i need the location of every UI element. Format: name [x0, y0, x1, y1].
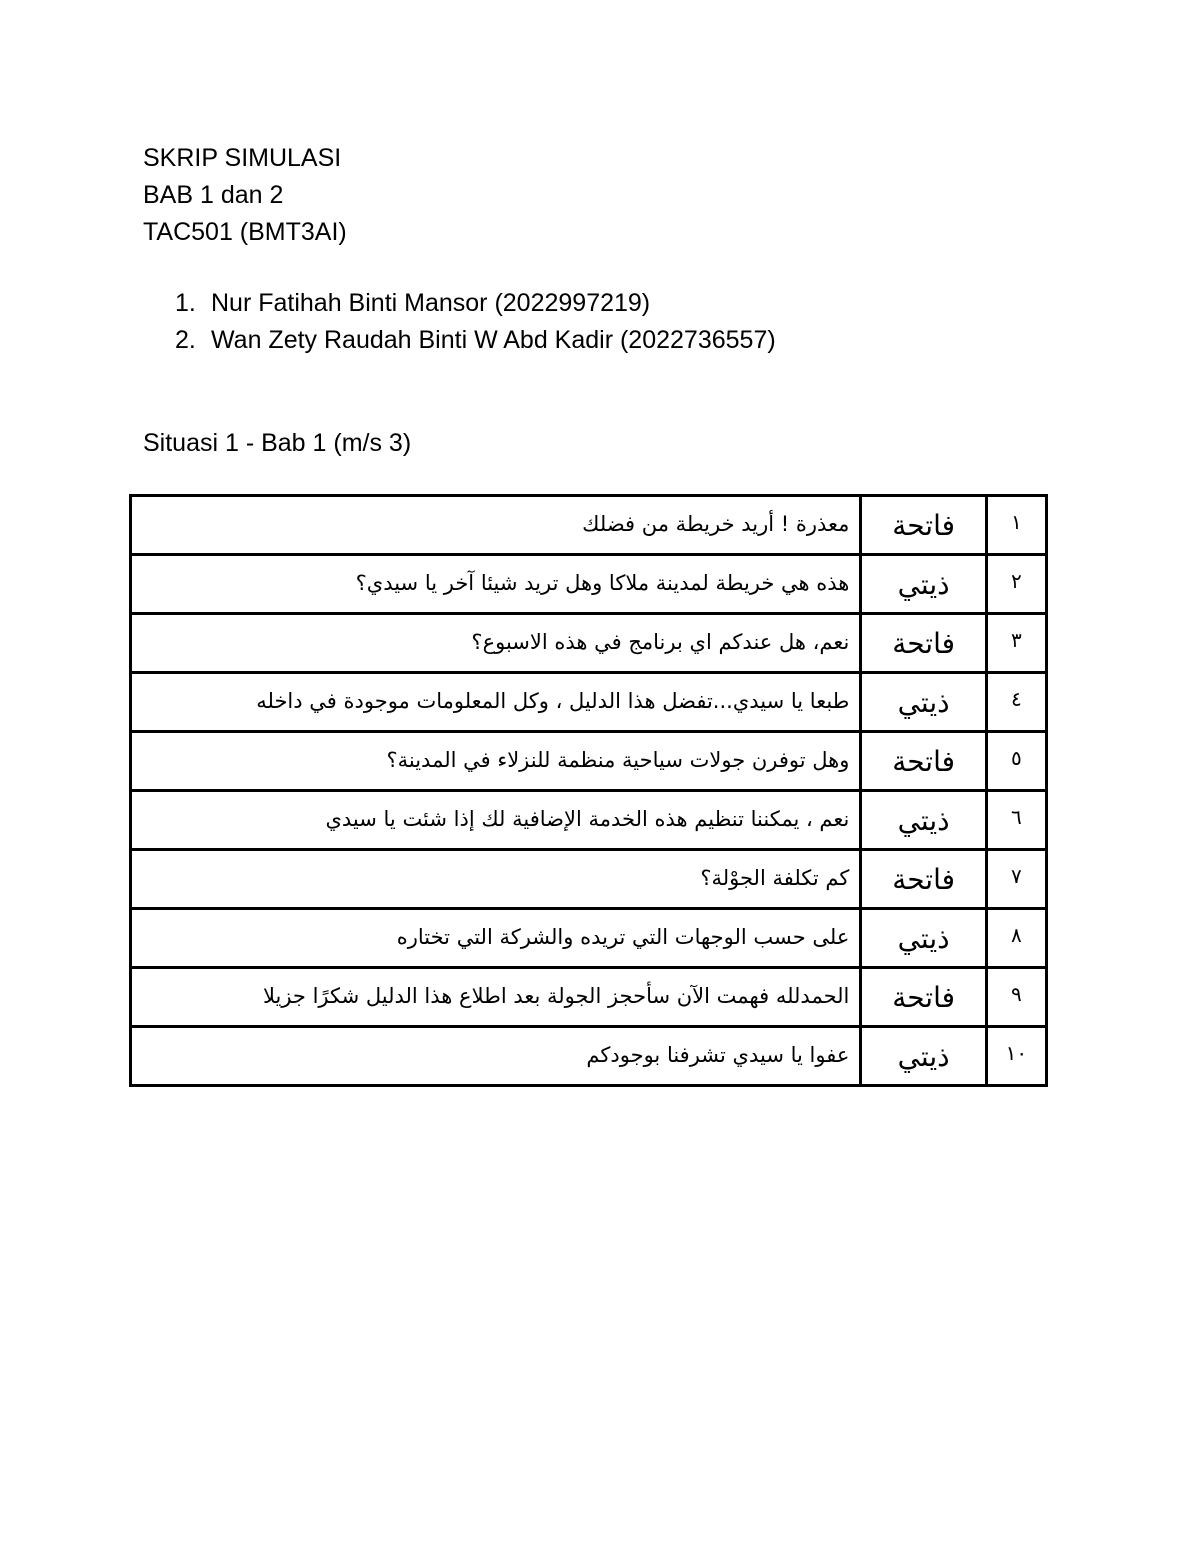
document-title: SKRIP SIMULASI — [143, 144, 342, 172]
speaker-cell — [861, 968, 986, 1027]
number-cell — [986, 791, 1046, 850]
line-number: ٧ — [1011, 864, 1022, 888]
line-number: ٩ — [1011, 982, 1022, 1006]
member-name: Nur Fatihah Binti Mansor (2022997219) — [211, 289, 651, 317]
situation-heading: Situasi 1 - Bab 1 (m/s 3) — [143, 429, 412, 457]
table-row — [131, 614, 1047, 673]
number-cell — [986, 850, 1046, 909]
line-number: ٨ — [1011, 923, 1022, 947]
speaker-name: فاتحة — [892, 509, 955, 542]
speaker-cell — [861, 614, 986, 673]
speaker-name: ذيتي — [897, 686, 950, 719]
speaker-cell — [861, 496, 986, 555]
speaker-cell — [861, 1027, 986, 1086]
line-number: ٣ — [1011, 628, 1022, 652]
table-row — [131, 555, 1047, 614]
number-cell — [986, 555, 1046, 614]
number-cell — [986, 968, 1046, 1027]
table-row — [131, 850, 1047, 909]
speaker-name: فاتحة — [892, 745, 955, 778]
number-cell — [986, 909, 1046, 968]
number-cell — [986, 732, 1046, 791]
line-number: ٢ — [1011, 569, 1022, 593]
dialog-text-cell — [131, 614, 861, 673]
speaker-cell — [861, 555, 986, 614]
speaker-cell — [861, 909, 986, 968]
speaker-name: فاتحة — [892, 863, 955, 896]
speaker-name: ذيتي — [897, 568, 950, 601]
dialog-line: على حسب الوجهات التي تريده والشركة التي تختاره — [396, 925, 850, 949]
dialog-text-cell — [131, 850, 861, 909]
speaker-name: فاتحة — [892, 981, 955, 1014]
member-number: 1. — [175, 289, 196, 317]
dialog-table — [129, 494, 1048, 1087]
line-number: ٥ — [1011, 746, 1022, 770]
speaker-cell — [861, 673, 986, 732]
course-code-line: TAC501 (BMT3AI) — [143, 218, 347, 246]
speaker-name: ذيتي — [897, 1040, 950, 1073]
line-number: ٤ — [1011, 687, 1022, 711]
member-item — [175, 325, 776, 362]
table-row — [131, 791, 1047, 850]
dialog-line: كم تكلفة الجوْلة؟ — [700, 866, 850, 890]
speaker-cell — [861, 850, 986, 909]
table-row — [131, 909, 1047, 968]
line-number: ٦ — [1011, 805, 1022, 829]
line-number: ١ — [1011, 510, 1022, 534]
speaker-name: ذيتي — [897, 922, 950, 955]
dialog-line: وهل توفرن جولات سياحية منظمة للنزلاء في المدينة؟ — [386, 748, 850, 772]
dialog-line: الحمدلله فهمت الآن سأحجز الجولة بعد اطلاع هذا الدليل شكرًا جزيلا — [262, 984, 850, 1008]
group-member-list — [175, 288, 776, 362]
dialog-line: عفوا يا سيدي تشرفنا بوجودكم — [586, 1043, 850, 1067]
dialog-line: نعم، هل عندكم اي برنامج في هذه الاسبوع؟ — [471, 630, 850, 654]
member-name: Wan Zety Raudah Binti W Abd Kadir (2022736557) — [211, 326, 776, 354]
speaker-name: ذيتي — [897, 804, 950, 837]
dialog-text-cell — [131, 673, 861, 732]
speaker-cell — [861, 732, 986, 791]
dialog-text-cell — [131, 732, 861, 791]
number-cell — [986, 1027, 1046, 1086]
member-number: 2. — [175, 326, 196, 354]
dialog-text-cell — [131, 496, 861, 555]
chapter-line: BAB 1 dan 2 — [143, 181, 284, 209]
dialog-line: نعم ، يمكننا تنظيم هذه الخدمة الإضافية لك إذا شئت يا سيدي — [325, 807, 850, 831]
dialog-text-cell — [131, 555, 861, 614]
number-cell — [986, 614, 1046, 673]
member-item — [175, 288, 776, 325]
table-row — [131, 673, 1047, 732]
table-row — [131, 496, 1047, 555]
dialog-text-cell — [131, 1027, 861, 1086]
dialog-line: معذرة ! أريد خريطة من فضلك — [582, 512, 850, 536]
number-cell — [986, 673, 1046, 732]
number-cell — [986, 496, 1046, 555]
speaker-cell — [861, 791, 986, 850]
table-row — [131, 1027, 1047, 1086]
dialog-text-cell — [131, 909, 861, 968]
table-row — [131, 968, 1047, 1027]
dialog-text-cell — [131, 791, 861, 850]
speaker-name: فاتحة — [892, 627, 955, 660]
dialog-line: طبعا يا سيدي...تفضل هذا الدليل ، وكل المعلومات موجودة في داخله — [256, 689, 850, 713]
dialog-line: هذه هي خريطة لمدينة ملاكا وهل تريد شيئا آخر يا سيدي؟ — [355, 571, 850, 595]
line-number: ١٠ — [1005, 1041, 1028, 1065]
table-row — [131, 732, 1047, 791]
dialog-text-cell — [131, 968, 861, 1027]
